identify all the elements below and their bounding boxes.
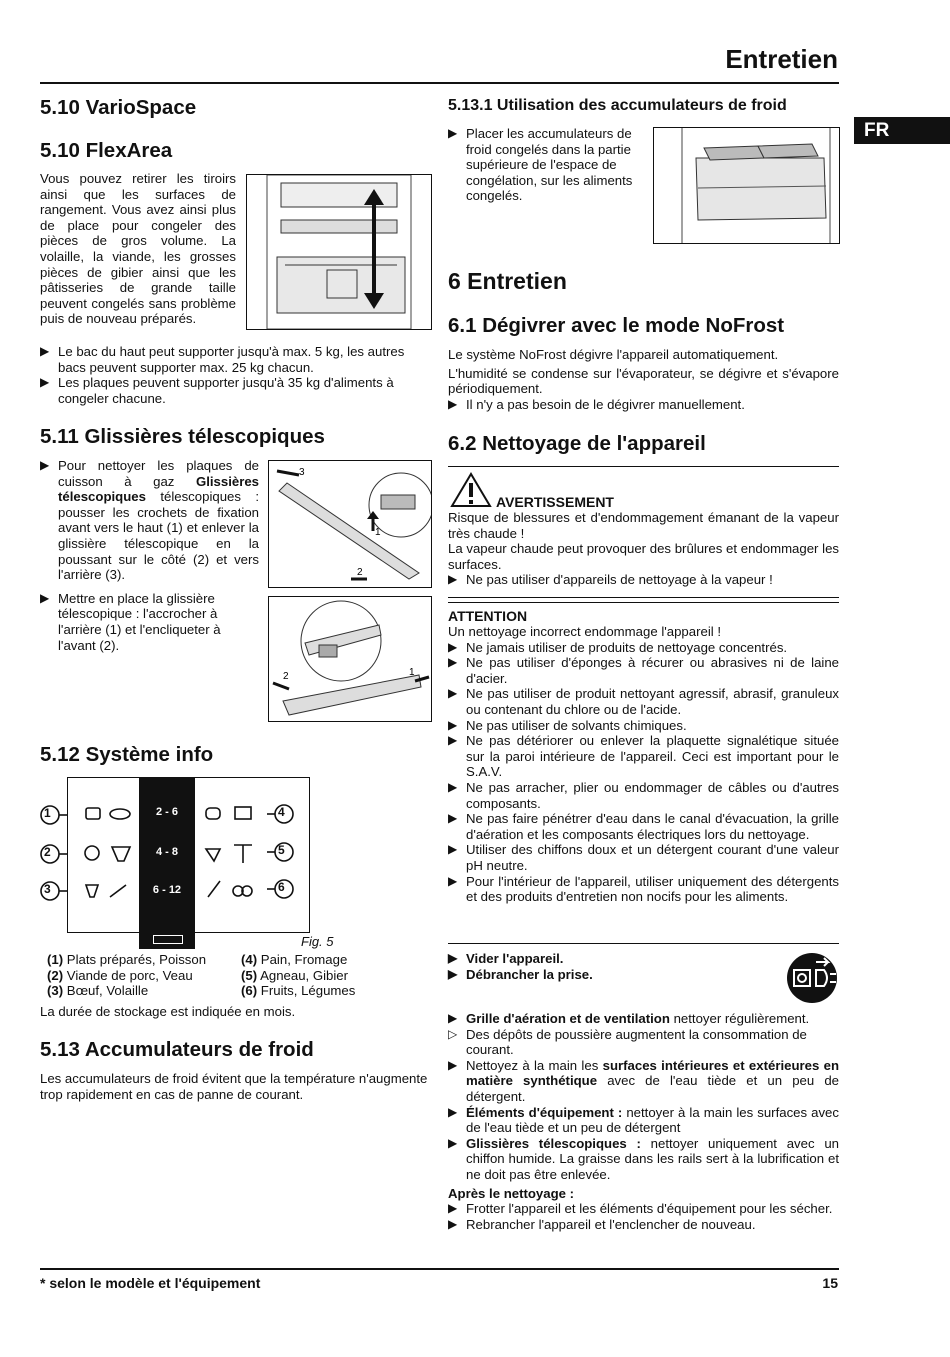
- footer-rule: [40, 1268, 839, 1270]
- list-item: ▶ Le bac du haut peut supporter jusqu'à max. 5 kg, les autres bacs peuvent supporter max. 25 kg chacun.: [40, 344, 405, 375]
- bullet-arrow-icon: ▶: [448, 733, 458, 748]
- list-item: ▶ Pour nettoyer les plaques de cuisson à gaz Glissières télescopiques télescopiques : pousser les crochets de fixation avant vers le haut (1) et enlever la glissière télescopique en la poussant sur le côté (2) et vers l'arrière (3).: [40, 458, 259, 583]
- callout-2: 2: [44, 845, 51, 859]
- paragraph: La vapeur chaude peut provoquer des brûlures et endommager les surfaces.: [448, 541, 839, 572]
- bullet-arrow-icon: ▶: [448, 966, 458, 981]
- info-panel-figure: [40, 777, 370, 949]
- list-item: ▶ Grille d'aération et de ventilation nettoyer régulièrement.: [448, 1011, 810, 1026]
- list-item: ▶ Frotter l'appareil et les éléments d'équipement pour les sécher.: [448, 1201, 833, 1217]
- svg-text:2: 2: [357, 567, 363, 578]
- page-number: 15: [822, 1275, 838, 1291]
- section-6-1-body: [448, 347, 839, 412]
- flexarea-bullets: [40, 344, 431, 406]
- paragraph: Le système NoFrost dégivre l'appareil automatiquement.: [448, 347, 779, 362]
- list-item: ▶ Ne pas utiliser d'éponges à récurer ou abrasives ni de laine d'acier.: [448, 655, 839, 686]
- bullet-arrow-icon: ▶: [448, 1011, 458, 1025]
- bullet-arrow-icon: ▶: [448, 1057, 458, 1072]
- info-legend: (1) Plats préparés, Poisson (4) Pain, Fromage (2) Viande de porc, Veau (5) Agneau, Gibier (3) Bœuf, Volaille (6) Fruits, Légumes: [47, 952, 356, 999]
- figure-caption: Fig. 5: [301, 934, 334, 949]
- warning-title: AVERTISSEMENT: [496, 494, 614, 510]
- bullet-arrow-icon: ▶: [448, 1201, 458, 1216]
- bullet-arrow-icon: ▶: [448, 873, 458, 888]
- list-item: ▶ Ne jamais utiliser de produits de nettoyage concentrés.: [448, 639, 788, 655]
- callout-1: 1: [44, 806, 51, 820]
- warning-body: [448, 510, 839, 588]
- unplug-icon: [786, 952, 838, 1004]
- list-item: ▶ Mettre en place la glissière télescopique : l'accrocher à l'arrière (1) et l'encliqueter à l'avant (2).: [40, 590, 221, 653]
- section-6-2-title: 6.2 Nettoyage de l'appareil: [448, 432, 706, 455]
- callout-4: 4: [278, 805, 285, 819]
- list-item: ▶ Débrancher la prise.: [448, 966, 593, 982]
- list-item: ▶ Ne pas utiliser de produit nettoyant agressif, abrasif, granuleux ou contenant du chlore ou de l'acide.: [448, 686, 839, 717]
- list-item: ▶ Vider l'appareil.: [448, 951, 564, 966]
- bullet-arrow-icon: ▶: [448, 811, 458, 826]
- flexarea-text: Vous pouvez retirer les tiroirs ainsi que les surfaces de rangement. Vous avez ainsi plus de place pour congeler des pièces de gros volume. La volaille, la viande, les grosses pièces de gibier ainsi que les pâtisseries de grande taille peuvent congelés sans problème puis de nouveau préparés.: [40, 171, 236, 327]
- callout-3: 3: [44, 882, 51, 896]
- section-5-11-title: 5.11 Glissières télescopiques: [40, 425, 325, 448]
- bullet-arrow-icon: ▶: [448, 717, 458, 732]
- bullet-arrow-icon: ▶: [448, 572, 458, 587]
- steps: [448, 951, 768, 982]
- header-rule: [40, 82, 839, 84]
- footer-note: * selon le modèle et l'équipement: [40, 1275, 261, 1291]
- flexarea-figure: [246, 174, 432, 330]
- telescopic-rail-removal-illustration: [269, 461, 431, 587]
- callout-6: 6: [278, 880, 285, 894]
- header-title: Entretien: [725, 44, 838, 74]
- storage-range-1: 2 - 6: [155, 806, 178, 818]
- callout-5: 5: [278, 843, 285, 857]
- section-6-1-title: 6.1 Dégivrer avec le mode NoFrost: [448, 314, 785, 337]
- cold-pack-figure: [653, 127, 840, 244]
- list-item: ▶ Ne pas détériorer ou enlever la plaquette signalétique située sur la paroi intérieure de l'appareil. Ceci est important pour le S.A.V.: [448, 733, 839, 780]
- list-item: ▶ Utiliser des chiffons doux et un détergent courant d'une valeur pH neutre.: [448, 842, 839, 873]
- food-category-icons: [40, 777, 370, 949]
- attention-body: [448, 624, 839, 905]
- freezer-drawer-illustration: [247, 175, 431, 329]
- attention-top-rule-2: [448, 602, 839, 603]
- bullet-arrow-icon: ▶: [448, 655, 458, 670]
- paragraph: Un nettoyage incorrect endommage l'appareil !: [448, 624, 722, 639]
- bullet-arrow-icon: ▶: [448, 396, 458, 411]
- bullet-arrow-icon: ▶: [448, 951, 458, 965]
- list-item: ▶ Ne pas utiliser d'appareils de nettoyage à la vapeur !: [448, 572, 773, 588]
- section-5-13-title: 5.13 Accumulateurs de froid: [40, 1038, 314, 1061]
- after-cleaning-heading: Après le nettoyage :: [448, 1185, 575, 1201]
- warning-top-rule: [448, 466, 839, 467]
- paragraph: Risque de blessures et d'endommagement émanant de la vapeur très chaude !: [448, 510, 839, 541]
- list-item: ▶ Nettoyez à la main les surfaces intérieures et extérieures en matière synthétique avec de l'eau tiède et un peu de détergent.: [448, 1057, 839, 1104]
- storage-range-3: 6 - 12: [152, 884, 182, 896]
- list-item: ▶ Il n'y a pas besoin de le dégivrer manuellement.: [448, 396, 745, 412]
- bullet-arrow-icon: ▶: [40, 458, 50, 472]
- svg-text:2: 2: [283, 671, 289, 682]
- storage-note: La durée de stockage est indiquée en mois.: [40, 1004, 296, 1019]
- paragraph: L'humidité se condense sur l'évaporateur, se dégivre et s'évapore périodiquement.: [448, 365, 839, 397]
- bullet-arrow-icon: ▶: [40, 590, 50, 605]
- section-5-12-title: 5.12 Système info: [40, 743, 214, 766]
- list-item: ▶ Placer les accumulateurs de froid congelés dans la partie supérieure de l'espace de congélation, sur les aliments congelés.: [448, 126, 633, 204]
- bullet-arrow-icon: ▶: [40, 375, 50, 390]
- bullet-arrow-icon: ▶: [448, 1135, 458, 1150]
- attention-title: ATTENTION: [448, 608, 528, 624]
- bullet-arrow-icon: ▶: [448, 126, 458, 140]
- hollow-arrow-icon: ▷: [448, 1026, 458, 1041]
- warning-triangle-icon: [450, 472, 492, 508]
- list-item: ▷ Des dépôts de poussière augmentent la consommation de courant.: [448, 1026, 807, 1058]
- section-5-10-flexarea: 5.10 FlexArea: [40, 139, 173, 162]
- svg-text:3: 3: [299, 467, 305, 478]
- list-item: ▶ Les plaques peuvent supporter jusqu'à 35 kg d'aliments à congeler chacune.: [40, 375, 394, 406]
- svg-text:1: 1: [409, 667, 415, 678]
- bullet-arrow-icon: ▶: [448, 842, 458, 857]
- attention-bottom-rule: [448, 943, 839, 944]
- svg-text:1: 1: [375, 527, 381, 538]
- bullet-arrow-icon: ▶: [40, 344, 50, 358]
- attention-top-rule: [448, 597, 839, 598]
- storage-range-2: 4 - 8: [155, 846, 178, 858]
- section-5-10-variospace: 5.10 VarioSpace: [40, 96, 197, 119]
- list-item: ▶ Glissières télescopiques : nettoyer uniquement avec un chiffon humide. La graisse dans les rails sert à la lubrification et ne doit pas être enlevée.: [448, 1135, 839, 1182]
- list-item: ▶ Éléments d'équipement : nettoyer à la main les surfaces avec de l'eau tiède et un peu de détergent: [448, 1104, 839, 1136]
- section-5-13-1-title: 5.13.1 Utilisation des accumulateurs de froid: [448, 97, 787, 114]
- bullet-arrow-icon: ▶: [448, 1216, 458, 1231]
- cold-pack-drawer-illustration: [654, 128, 839, 243]
- cleaning-instructions: [448, 1011, 839, 1232]
- language-tab: [854, 117, 950, 144]
- list-item: ▶ Ne pas arracher, plier ou endommager de câbles ou d'autres composants.: [448, 779, 839, 811]
- bullet-arrow-icon: ▶: [448, 779, 458, 794]
- bullet-arrow-icon: ▶: [448, 686, 458, 701]
- language-tab-label: FR: [864, 120, 890, 141]
- telescopic-rail-install-illustration: [269, 597, 431, 721]
- cold-pack-bullet: [448, 126, 644, 204]
- list-item: ▶ Ne pas utiliser de solvants chimiques.: [448, 717, 687, 733]
- telescopic-bullets: [40, 458, 259, 653]
- section-5-13-text: Les accumulateurs de froid évitent que la température n'augmente trop rapidement en cas de panne de courant.: [40, 1071, 428, 1102]
- list-item: ▶ Rebrancher l'appareil et l'enclencher de nouveau.: [448, 1216, 756, 1232]
- telescopic-removal-figure: [268, 460, 432, 588]
- bullet-arrow-icon: ▶: [448, 639, 458, 654]
- list-item: ▶ Ne pas faire pénétrer d'eau dans le canal d'évacuation, la grille d'aération et les composants électriques lors du nettoyage.: [448, 811, 839, 842]
- bullet-arrow-icon: ▶: [448, 1104, 458, 1119]
- telescopic-install-figure: [268, 596, 432, 722]
- list-item: ▶ Pour l'intérieur de l'appareil, utiliser uniquement des détergents et des produits d'entretien non nocifs pour les aliments.: [448, 873, 839, 905]
- section-6-title: 6 Entretien: [448, 268, 567, 294]
